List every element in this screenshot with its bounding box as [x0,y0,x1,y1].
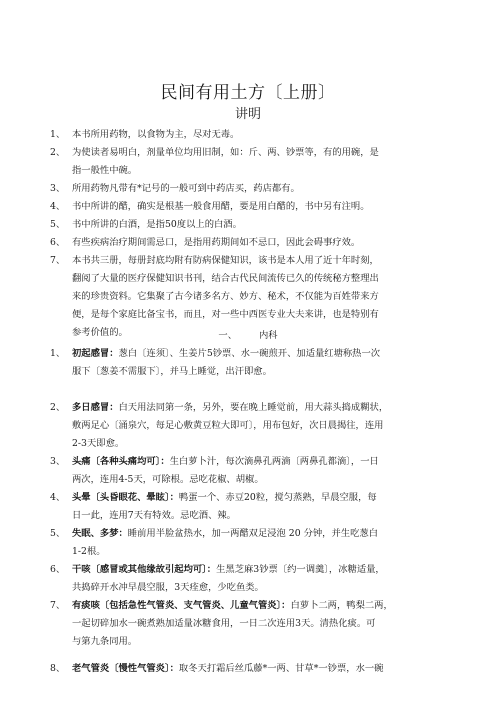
intro-item-text: 本书共三册，每册封底均附有防病保健知识，该书是本人用了近十年时刻， [72,255,379,266]
intro-item-text: 所用药物凡带有*记号的一般可到中药店买，药店都有。 [72,183,300,194]
remedy-entry-text: 日一此，连用7天有特效。忌吃酒、辣。 [72,510,236,521]
intro-item-number: 5、 [50,219,66,230]
remedy-entry [50,489,432,525]
remedy-entry [50,660,432,678]
section-heading [0,327,496,341]
remedy-entry-keyword: 老气管炎〔慢性气管炎〕： [72,663,179,674]
intro-item-text: 翻阅了大量的医疗保健知识书刊，结合古代民间流传已久的传统秘方整理出 [72,273,379,284]
remedy-entry-keyword: 头痛〔各种头痛均可〕： [72,456,170,467]
intro-item-number: 3、 [50,183,66,194]
remedy-entry-text: 一起切碎加水一碗煮熟加适量冰糖食用，一日二次连用3天。清热化痰。可 [72,618,376,629]
intro-item-text: 指一般性中碗。 [72,165,138,176]
intro-item-text: 书中所讲的白酒，是指50度以上的白酒。 [72,219,242,230]
remedy-entry-number: 6、 [50,564,66,575]
intro-item-text: 本书所用药物，以食物为主，尽对无毒。 [72,129,240,140]
remedy-entry-number: 2、 [50,402,66,413]
intro-item [50,198,432,216]
remedy-entry-text: 初起感冒：葱白〔连须〕、生姜片5钞票、水一碗煎开、加适量红塘称热一次 [72,348,381,359]
intro-item-text: 为使读者易明白，剂量单位均用旧制，如：斤、两、钞票等，有的用碗，是 [72,147,379,158]
remedy-entry [50,399,432,453]
remedy-entry-number: 1、 [50,348,66,359]
remedy-entry-keyword: 干咳〔感冒或其他缘故引起均可〕： [72,564,217,575]
remedy-entry-text: 头痛〔各种头痛均可〕：生白萝卜汁，每次滴鼻孔两滴〔两鼻孔都滴〕，一日 [72,456,379,467]
remedy-entry-number: 3、 [50,456,66,467]
remedy-entry-text: 头晕〔头昏眼花、晕眩〕：鸭蛋一个、赤豆20粒，搅匀蒸熟，早晨空服，每 [72,492,377,503]
remedy-entry-number: 7、 [50,600,66,611]
intro-item-text: 便，是每个家庭比备宝书，而且，对一些中西医专业大夫来讲，也是特别有 [72,309,379,320]
intro-item-text: 参考价值的。 [72,327,128,338]
remedy-entry-text: 1-2根。 [72,546,106,557]
remedy-entry-text: 有痰咳〔包括急性气管炎、支气管炎、儿童气管炎〕：白萝卜二两，鸭梨二两， [72,600,393,611]
remedy-entry-text: 老气管炎〔慢性气管炎〕：取冬天打霜后丝瓜藤*一两、甘草*一钞票，水一碗 [72,663,384,674]
remedy-entry-text: 与第九条同用。 [72,636,138,647]
page-subtitle: 讲明 [234,107,261,122]
remedy-entry-text: 服下〔葱姜不需服下〕，并马上睡觉，出汗即愈。 [72,366,272,377]
intro-item-text: 来的珍贵资料。它集聚了古今诸多名方、妙方、秘术，不仅能为百姓带来方 [72,291,379,302]
remedy-entry-keyword: 多日感冒： [72,402,119,413]
remedy-entry-number: 8、 [50,663,66,674]
intro-item-number: 1、 [50,129,66,140]
section-label: 内科 [259,330,278,341]
intro-item [50,180,432,198]
intro-item [50,144,432,180]
intro-item-text: 有些疾病治疗期间需忌口，是指用药期间如不忌口，因此会碍事疗效。 [72,237,361,248]
remedy-entry-text: 2-3天即愈。 [72,438,125,449]
remedy-entry [50,345,432,381]
remedy-entry [50,525,432,561]
remedy-entry-keyword: 有痰咳〔包括急性气管炎、支气管炎、儿童气管炎〕： [72,600,291,611]
intro-item-number: 4、 [50,201,66,212]
page-title: 民间有用土方〔上册〕 [160,83,336,103]
remedy-entry-keyword: 初起感冒： [72,348,119,359]
remedy-entry-keyword: 头晕〔头昏眼花、晕眩〕： [72,492,179,503]
remedy-entry-text: 两次，连用4-5天，可除根。忌吃花椒、胡椒。 [72,474,264,485]
remedy-entry-text: 敷两足心〔涌泉穴，每足心敷黄豆粒大即可〕，用布包好，次日晨揭往，连用 [72,420,384,431]
intro-item-text: 书中所讲的醋，确实是根基一般食用醋，要是用白醋的，书中另有注明。 [72,201,370,212]
remedy-entry-text: 共捣碎开水冲早晨空服，3天痊愈，少吃鱼类。 [72,582,264,593]
remedy-entry [50,597,432,651]
remedy-entry-text: 多日感冒：白天用法同第一条，另外，要在晚上睡觉前，用大蒜头捣成糊状， [72,402,389,413]
intro-item [50,126,432,144]
section-number: 一、 [218,330,237,341]
remedy-entry [50,561,432,597]
intro-item [50,234,432,252]
remedy-entry-keyword: 失眠、多梦： [72,528,128,539]
remedy-entry-text: 失眠、多梦：睡前用半脸盆热水，加一两醋双足浸泡 20 分钟，并生吃葱白 [72,528,378,539]
intro-item-number: 2、 [50,147,66,158]
intro-item [50,216,432,234]
remedy-entry-number: 5、 [50,528,66,539]
remedy-entry [50,453,432,489]
remedy-entry-text: 干咳〔感冒或其他缘故引起均可〕：生黑芝麻3钞票〔约一调羹〕，冰糖适量， [72,564,385,575]
remedy-entry-number: 4、 [50,492,66,503]
intro-item-number: 7、 [50,255,66,266]
intro-item-number: 6、 [50,237,66,248]
